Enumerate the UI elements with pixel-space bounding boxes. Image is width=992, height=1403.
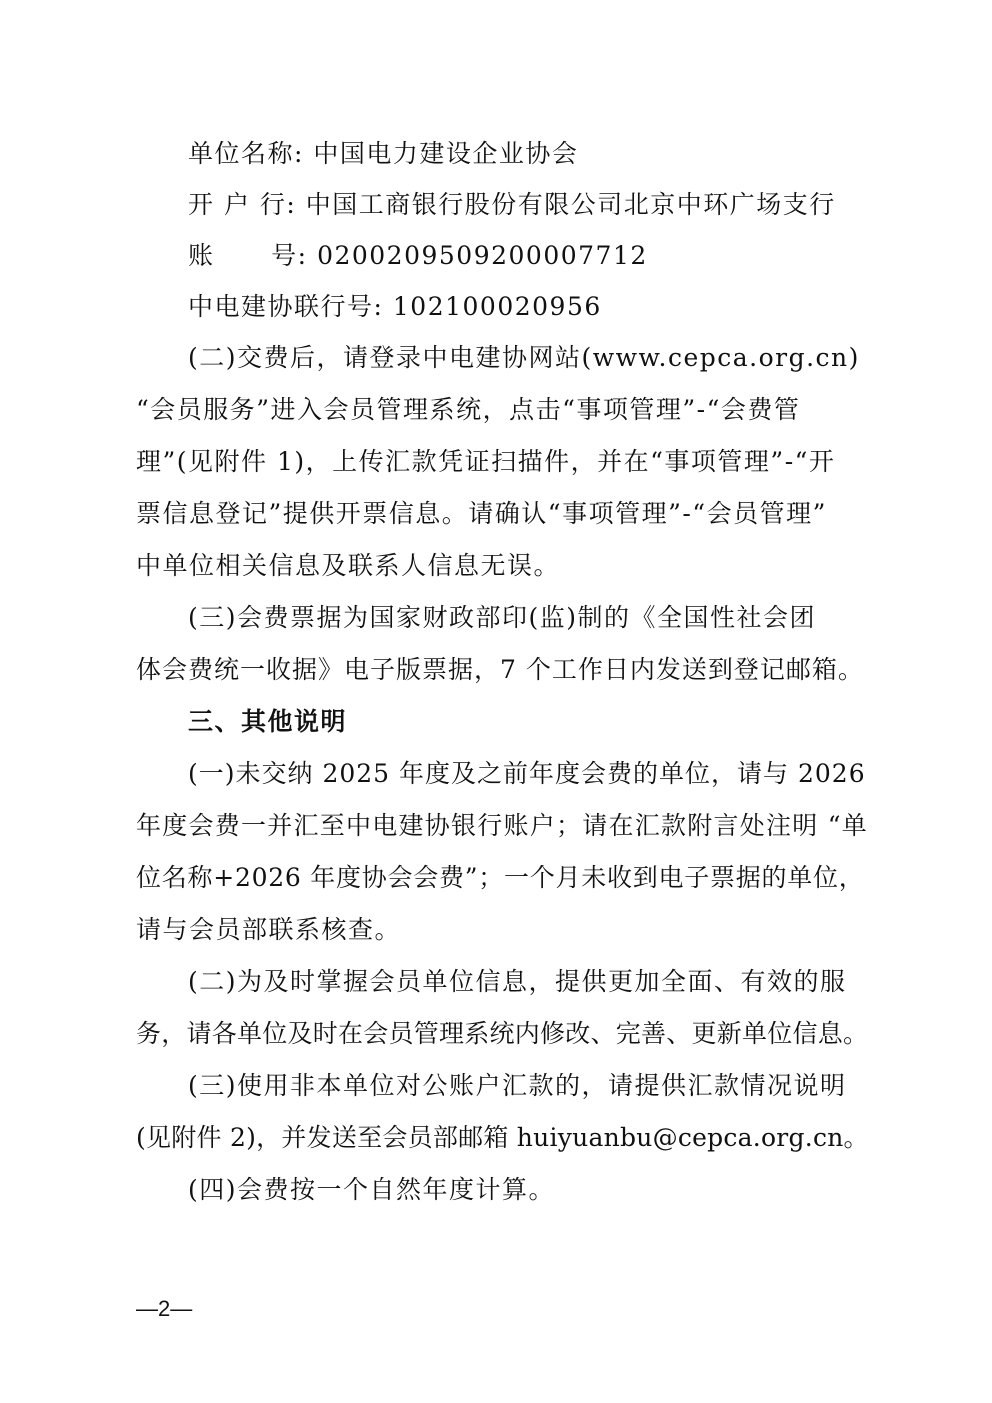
paragraph-line: 理”(见附件 1)，上传汇款凭证扫描件，并在“事项管理”-“开	[136, 447, 836, 476]
paragraph-line: 中单位相关信息及联系人信息无误。	[136, 551, 561, 580]
bank-branch-value: 中国工商银行股份有限公司北京中环广场支行	[305, 190, 836, 219]
bank-name-label: 单位名称:	[188, 139, 304, 168]
paragraph-line: 位名称+2026 年度协会会费”；一个月未收到电子票据的单位，	[136, 863, 865, 892]
bank-union-value: 102100020956	[392, 292, 602, 321]
paragraph-line: 务，请各单位及时在会员管理系统内修改、完善、更新单位信息。	[136, 1019, 869, 1048]
bank-account-value: 0200209509200007712	[317, 241, 648, 270]
bank-union-label: 中电建协联行号:	[188, 292, 384, 321]
paragraph-line: 年度会费一并汇至中电建协银行账户；请在汇款附言处注明 “单	[136, 811, 868, 840]
paragraph-line: 体会费统一收据》电子版票据，7 个工作日内发送到登记邮箱。	[136, 655, 864, 684]
paragraph-line: (二)交费后，请登录中电建协网站(www.cepca.org.cn)	[188, 343, 860, 372]
paragraph-line: (三)使用非本单位对公账户汇款的，请提供汇款情况说明	[188, 1071, 847, 1100]
paragraph-line: (一)未交纳 2025 年度及之前年度会费的单位，请与 2026	[188, 759, 866, 788]
bank-account-line	[188, 238, 648, 274]
paragraph-line: “会员服务”进入会员管理系统，点击“事项管理”-“会费管	[136, 395, 801, 424]
bank-branch-label: 开 户 行:	[188, 190, 297, 219]
paragraph-line: (四)会费按一个自然年度计算。	[188, 1175, 556, 1204]
bank-name-line	[188, 136, 578, 172]
page-number: —2—	[136, 1296, 193, 1321]
bank-branch-line	[188, 187, 836, 223]
section-heading: 三、其他说明	[188, 707, 348, 736]
bank-union-line	[188, 289, 602, 325]
bank-account-label: 账 号:	[188, 241, 308, 270]
paragraph-line: 票信息登记”提供开票信息。请确认“事项管理”-“会员管理”	[136, 499, 827, 528]
bank-name-value: 中国电力建设企业协会	[313, 139, 579, 168]
paragraph-line: (见附件 2)，并发送至会员部邮箱 huiyuanbu@cepca.org.cn。	[136, 1123, 869, 1152]
paragraph-line: 请与会员部联系核查。	[136, 915, 402, 944]
paragraph-line: (三)会费票据为国家财政部印(监)制的《全国性社会团	[188, 603, 817, 632]
paragraph-line: (二)为及时掌握会员单位信息，提供更加全面、有效的服	[188, 967, 847, 996]
